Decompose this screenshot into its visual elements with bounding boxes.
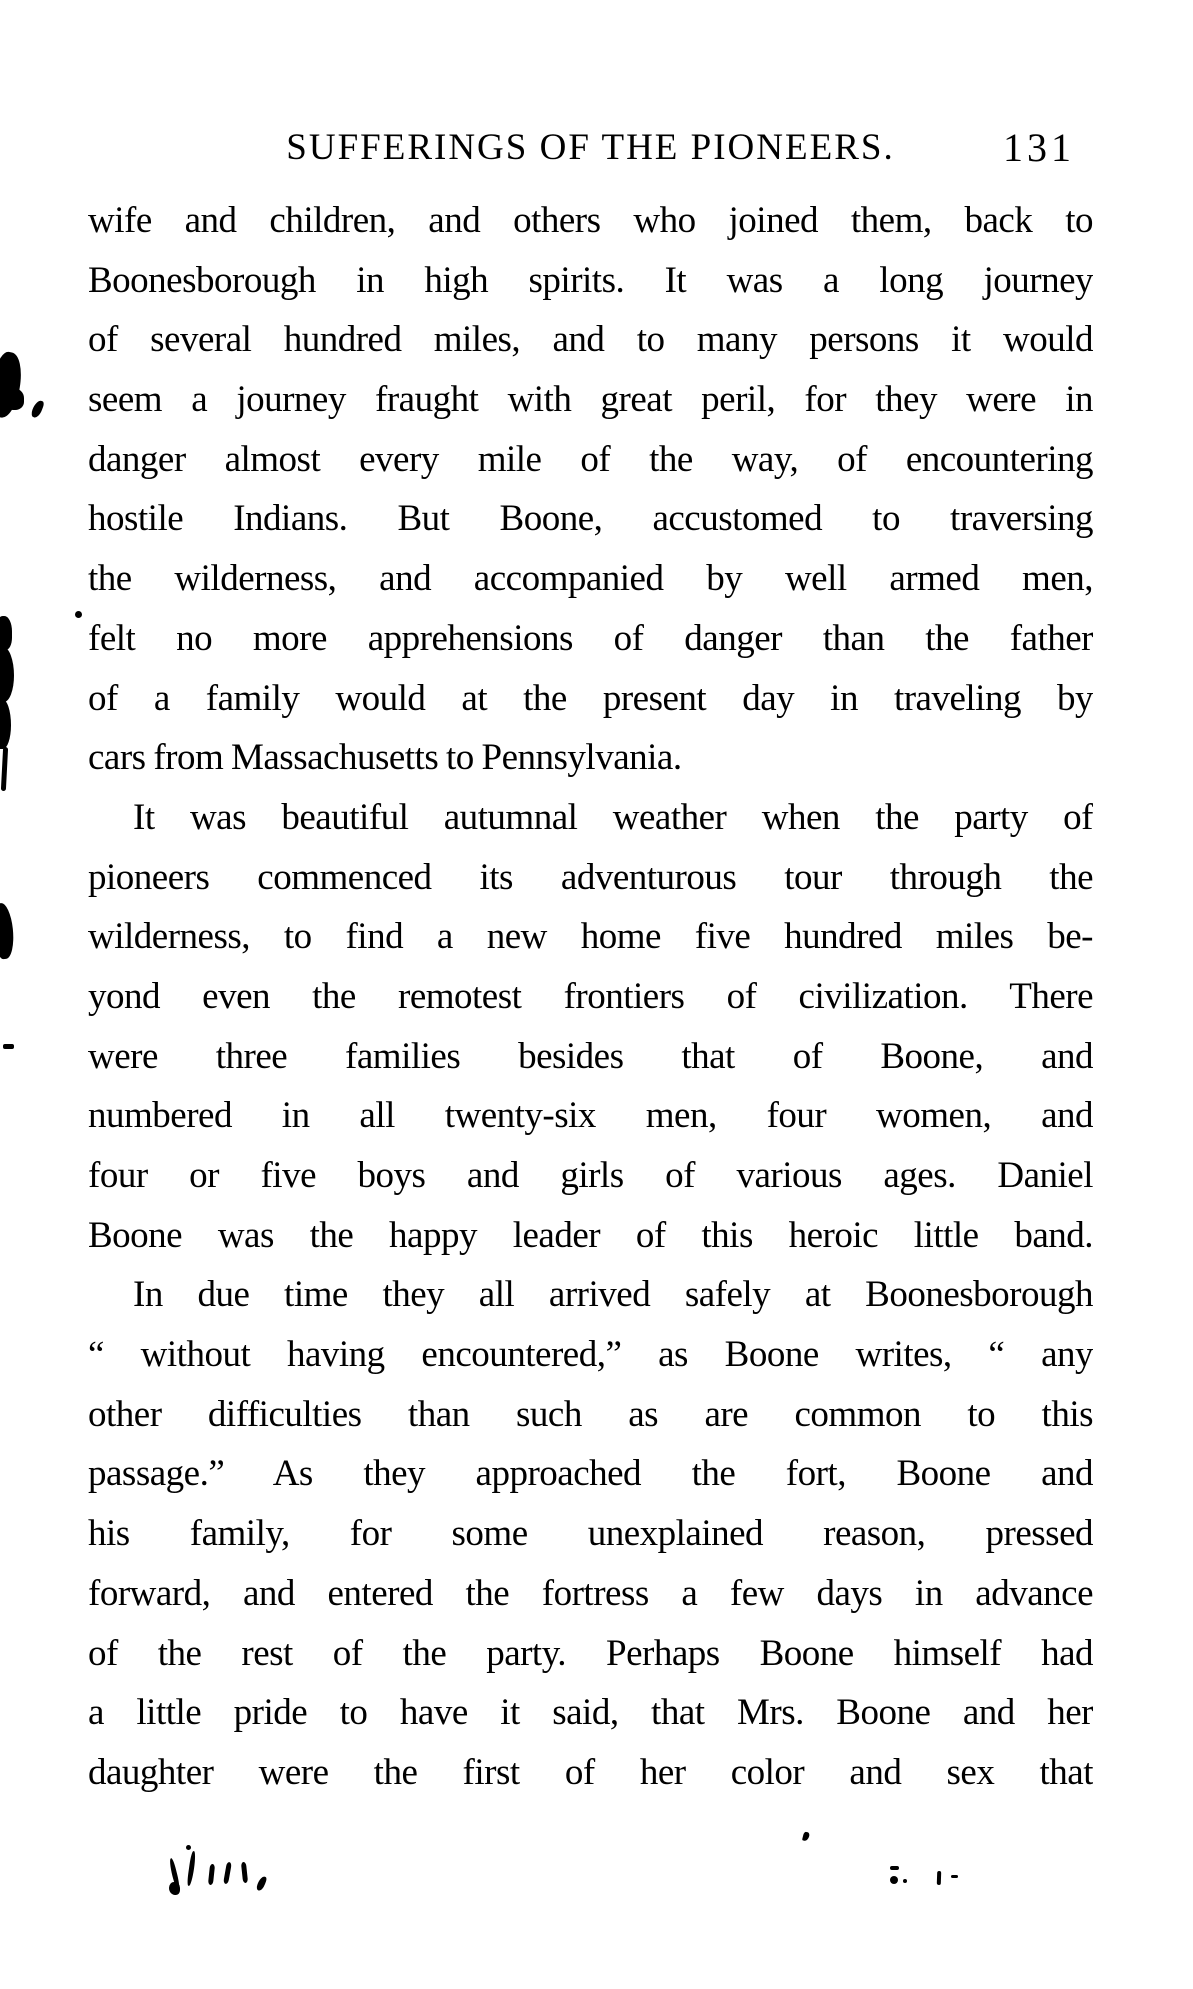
text-line: Boonesborough in high spirits. It was a long journey <box>88 259 1093 301</box>
ink-speck <box>890 1876 898 1884</box>
running-head-title: SUFFERINGS OF THE PIONEERS. <box>286 127 895 168</box>
text-line: other difficulties than such as are common to this <box>88 1393 1093 1435</box>
text-line: his family, for some unexplained reason, pressed <box>88 1513 1093 1555</box>
text-line: numbered in all twenty-six men, four women, and <box>88 1095 1093 1137</box>
ink-speck <box>890 1866 899 1870</box>
ink-speck <box>937 1871 941 1885</box>
text-line: It was beautiful autumnal weather when the party of <box>133 796 1093 838</box>
ink-blob <box>0 647 14 702</box>
paragraph <box>88 788 1093 1266</box>
text-line: a little pride to have it said, that Mrs. Boone and her <box>88 1692 1093 1734</box>
text-line: felt no more apprehensions of danger than the father <box>88 617 1093 659</box>
ink-speck <box>75 611 82 618</box>
ink-speck <box>903 1879 907 1883</box>
ink-blob <box>0 388 24 410</box>
text-line: wife and children, and others who joined them, back to <box>88 200 1093 241</box>
text-line: danger almost every mile of the way, of encountering <box>88 438 1093 480</box>
text-line: were three families besides that of Boone, and <box>88 1035 1093 1077</box>
body-text <box>88 191 1093 1803</box>
ink-blob <box>0 699 11 749</box>
text-line: “ without having encountered,” as Boone writes, “ any <box>88 1334 1093 1376</box>
text-line: of several hundred miles, and to many persons it would <box>88 319 1093 361</box>
text-line: pioneers commenced its adventurous tour through the <box>88 856 1093 898</box>
ink-speck <box>951 1875 958 1878</box>
paragraph <box>88 191 1093 788</box>
text-line: forward, and entered the fortress a few days in advance <box>88 1572 1093 1614</box>
text-line: wilderness, to find a new home five hundred miles be- <box>88 916 1093 958</box>
ink-smudge-stroke <box>256 1875 268 1891</box>
text-line: yond even the remotest frontiers of civilization. There <box>88 975 1093 1017</box>
text-line: cars from Massachusetts to Pennsylvania. <box>88 737 682 779</box>
text-line: Boone was the happy leader of this heroic little band. <box>88 1214 1093 1256</box>
ink-smudge-stroke <box>241 1862 248 1883</box>
ink-smudge-stroke <box>208 1864 215 1885</box>
text-line: the wilderness, and accompanied by well armed men, <box>88 558 1093 600</box>
ink-smudge-stroke <box>187 1851 197 1886</box>
page-number: 131 <box>1003 125 1075 170</box>
ink-blob <box>0 616 12 650</box>
text-line: of a family would at the present day in traveling by <box>88 677 1093 719</box>
ink-speck <box>802 1831 810 1841</box>
text-line: passage.” As they approached the fort, Boone and <box>88 1453 1093 1495</box>
ink-speck <box>3 1044 14 1049</box>
text-line: daughter were the first of her color and sex that <box>88 1751 1093 1793</box>
ink-smudge-stroke <box>223 1862 232 1885</box>
text-line: hostile Indians. But Boone, accustomed to traversing <box>88 498 1093 540</box>
text-line: of the rest of the party. Perhaps Boone himself had <box>88 1632 1093 1674</box>
ink-blob <box>0 902 16 960</box>
ink-speck <box>30 399 45 419</box>
page-header <box>88 126 1093 172</box>
text-line: In due time they all arrived safely at Boonesborough <box>133 1274 1093 1316</box>
ink-smudge-stroke <box>186 1845 191 1850</box>
text-line: four or five boys and girls of various ages. Daniel <box>88 1155 1093 1196</box>
ink-streak <box>1 747 8 791</box>
paragraph <box>88 1265 1093 1802</box>
text-line: seem a journey fraught with great peril, for they were in <box>88 379 1093 421</box>
ink-smudge-stroke <box>169 1882 180 1895</box>
